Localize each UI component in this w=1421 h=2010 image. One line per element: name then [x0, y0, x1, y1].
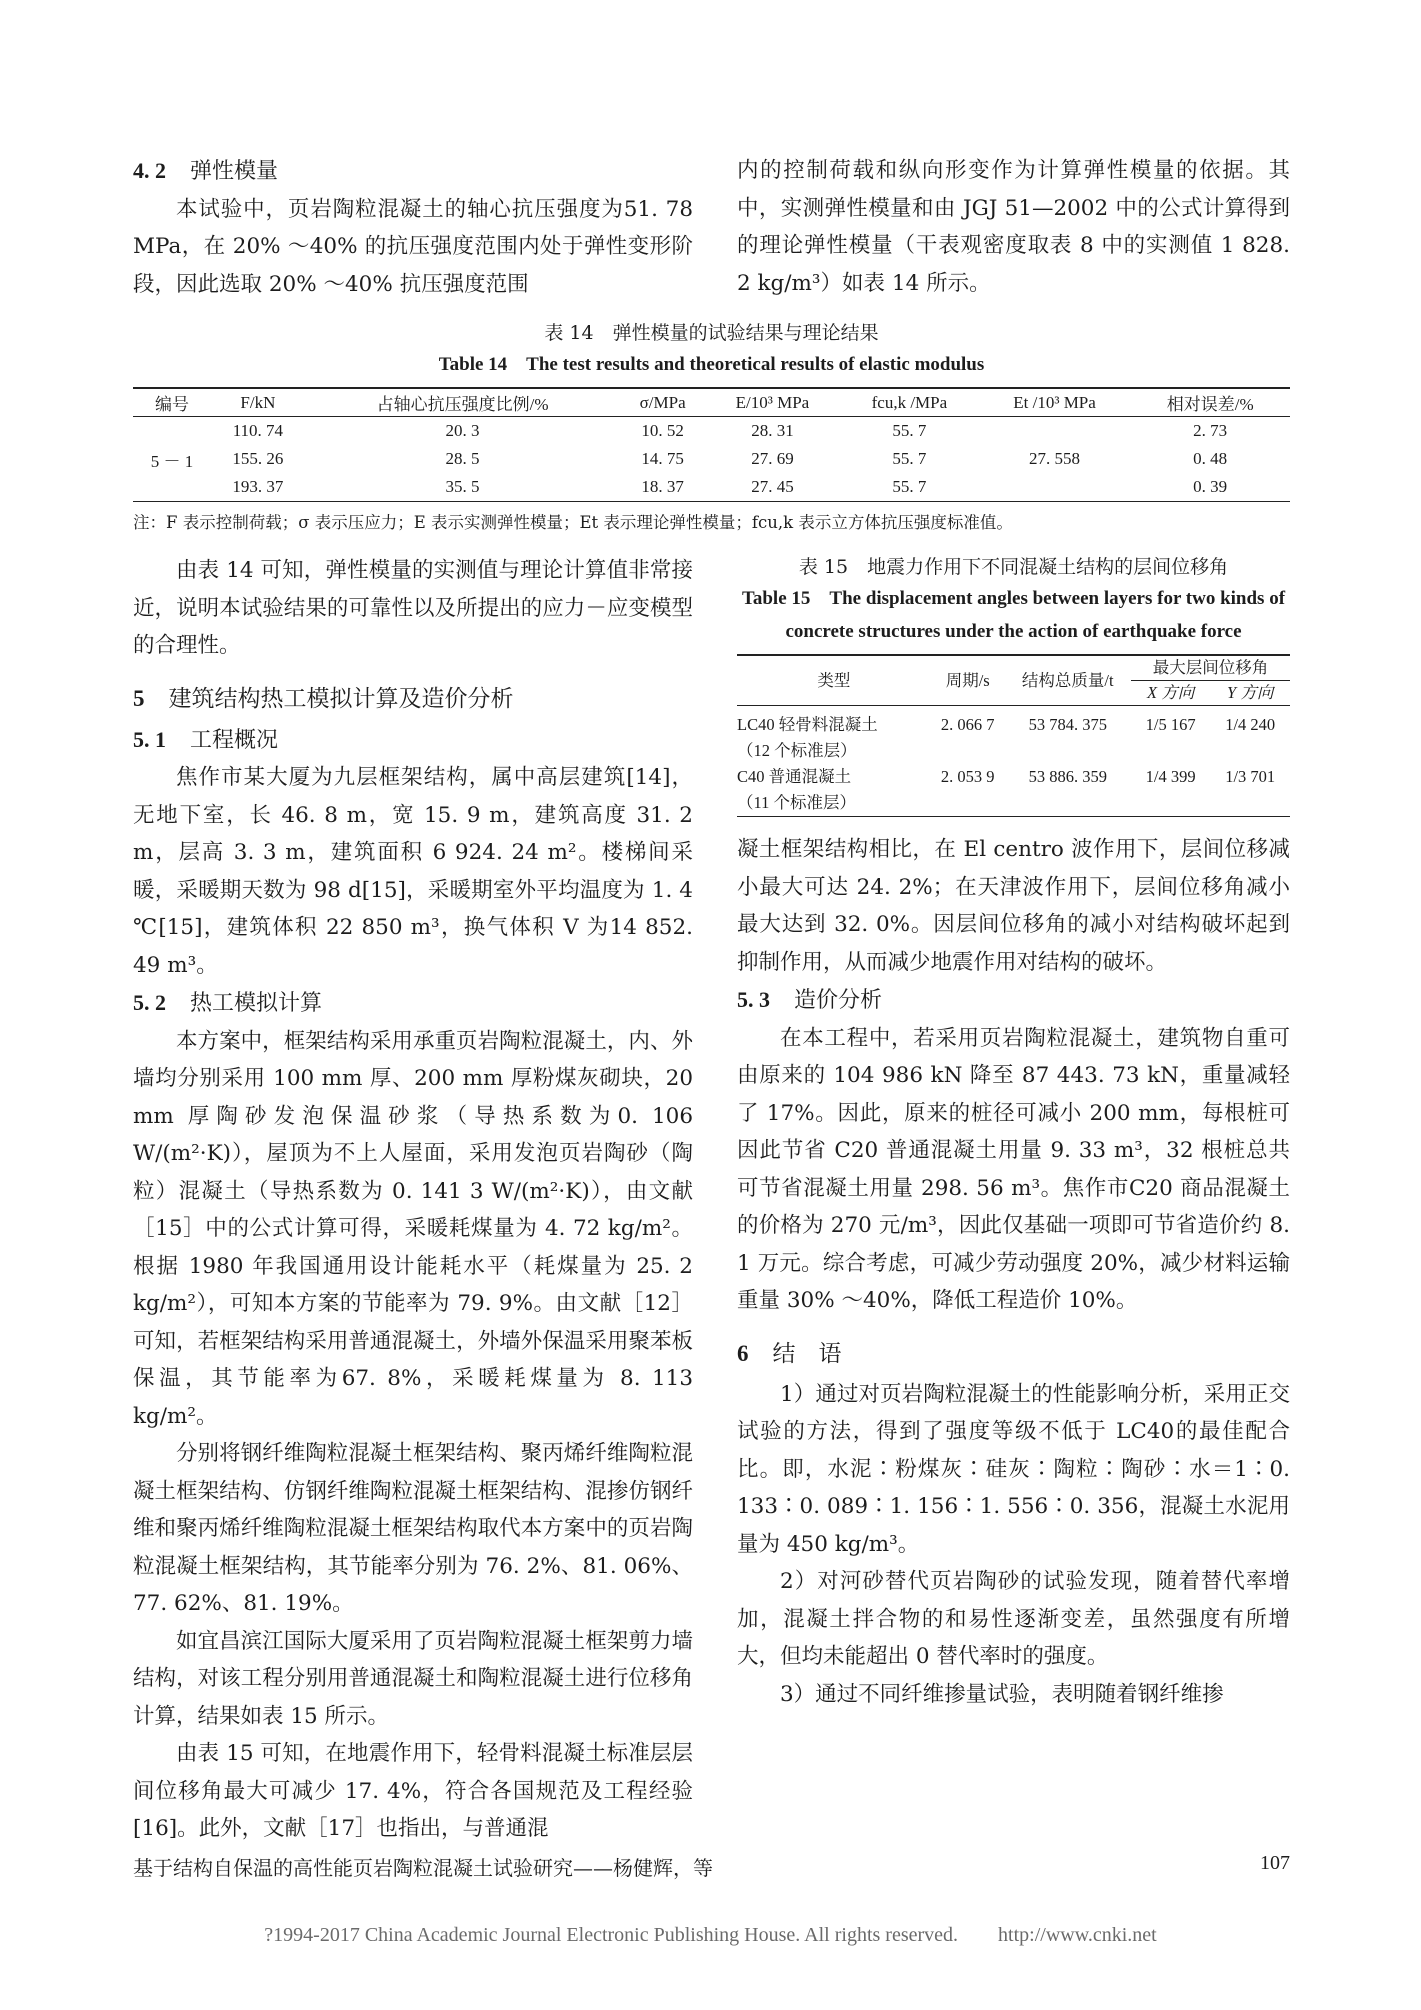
table-cell: 0. 48: [1193, 449, 1228, 468]
section-number: 5. 2: [133, 990, 166, 1015]
table-cell: 110. 74: [232, 421, 284, 440]
paragraph-5-2-a: 本方案中，框架结构采用承重页岩陶粒混凝土，内、外墙均分别采用 100 mm 厚、200 mm 厚粉煤灰砌块，20 mm 厚陶砂发泡保温砂浆（导热系数为0. 106 W/(m²·K)），屋顶为不上人屋面，采用发泡页岩陶砂（陶粒）混凝土（导热系数为 0. 141 3 W/(m²·K)），由文献［15］中的公式计算可得，采暖耗煤量为 4. 72 kg/m²。根据 1980 年我国通用设计能耗水平（耗煤量为 25. 2 kg/m²），可知本方案的节能率为 79. 9%。由文献［12］可知，若框架结构采用普通混凝土，外墙外保温采用聚苯板保温，其节能率为67. 8%，采暖耗煤量为 8. 113 kg/m²。: [133, 1028, 693, 1429]
column-header: 周期/s: [931, 655, 1005, 706]
lower-right-column: [737, 552, 1290, 1713]
table-14: [133, 387, 1290, 502]
table-cell: 28. 31: [751, 421, 794, 440]
section-number: 6: [737, 1340, 749, 1366]
table-cell: 193. 37: [232, 477, 284, 496]
specimen-id-cell: 5 － 1: [150, 451, 194, 471]
table-cell: 28. 5: [445, 449, 480, 468]
table-cell: 1/5 167: [1145, 715, 1196, 734]
paragraph-5-1: 焦作市某大厦为九层框架结构，属中高层建筑[14]，无地下室，长 46. 8 m，宽 15. 9 m，建筑高度 31. 2 m，层高 3. 3 m，建筑面积 6 924. 24 m²。楼梯间采暖，采暖期天数为 98 d[15]，采暖期室外平均温度为 1. 4 ℃[15]，建筑体积 22 850 m³，换气体积 V 为14 852. 49 m³。: [133, 765, 693, 978]
table-row: [133, 417, 1290, 446]
section-title: 结 语: [772, 1340, 842, 1367]
conclusion-1: 1）通过对页岩陶粒混凝土的性能影响分析，采用正交试验的方法，得到了强度等级不低于 LC40的最佳配合比。即，水泥∶粉煤灰∶硅灰∶陶粒∶陶砂∶水＝1∶0. 133∶0. 089∶1. 156∶1. 556∶0. 356，混凝土水泥用量为 450 kg/m³。: [737, 1381, 1290, 1557]
section-title: 建筑结构热工模拟计算及造价分析: [168, 685, 514, 712]
structure-floors: （12 个标准层）: [737, 741, 857, 760]
table-cell: 0. 39: [1193, 477, 1228, 496]
table-cell: 2. 066 7: [940, 715, 995, 734]
table-15-caption-en: Table 15 The displacement angles between layers for two kinds of concrete structures under the action of earthquake force: [741, 588, 1286, 642]
table-cell: 1/4 240: [1225, 715, 1276, 734]
column-header: 相对误差/%: [1130, 388, 1290, 417]
paragraph-5-2-continued: 凝土框架结构相比，在 El centro 波作用下，层间位移减小最大可达 24. 2%；在天津波作用下，层间位移角减小最大达到 32. 0%。因层间位移角的减小对结构破坏起到抑制作用，从而减少地震作用对结构的破坏。: [737, 837, 1290, 975]
table-15-caption-cn: 表 15 地震力作用下不同混凝土结构的层间位移角: [798, 556, 1229, 578]
section-5-3-heading: [737, 981, 1290, 1020]
section-5-2-heading: [133, 984, 693, 1023]
paragraph-5-2-b: 分别将钢纤维陶粒混凝土框架结构、聚丙烯纤维陶粒混凝土框架结构、仿钢纤维陶粒混凝土框架结构、混掺仿钢纤维和聚丙烯纤维陶粒混凝土框架结构取代本方案中的页岩陶粒混凝土框架结构，其节能率分别为 76. 2%、81. 06%、77. 62%、81. 19%。: [133, 1441, 693, 1616]
column-header: 结构总质量/t: [1005, 655, 1131, 706]
section-number: 4. 2: [133, 158, 166, 183]
structure-type: LC40 轻骨料混凝土: [737, 715, 878, 734]
column-header: 编号: [133, 388, 211, 417]
conclusion-3: 3）通过不同纤维掺量试验，表明随着钢纤维掺: [780, 1681, 1224, 1707]
table-cell: 27. 69: [751, 449, 794, 468]
paragraph-5-2-d: 由表 15 可知，在地震作用下，轻骨料混凝土标准层层间位移角最大可减少 17. 4%，符合各国规范及工程经验[16]。此外，文献［17］也指出，与普通混: [133, 1741, 693, 1841]
table-row: [737, 706, 1290, 765]
paragraph-4-2: 本试验中，页岩陶粒混凝土的轴心抗压强度为51. 78 MPa，在 20% ～40% 的抗压强度范围内处于弹性变形阶段，因此选取 20% ～40% 抗压强度范围: [133, 196, 693, 297]
column-header: Et /10³ MPa: [979, 388, 1131, 417]
table-cell: 55. 7: [892, 421, 927, 440]
conclusion-2: 2）对河砂替代页岩陶砂的试验发现，随着替代率增加，混凝土拌合物的和易性逐渐变差，虽然强度有所增大，但均未能超出 0 替代率时的强度。: [737, 1569, 1290, 1669]
table-header-row: [737, 655, 1290, 681]
page-number: 107: [1260, 1852, 1290, 1874]
upper-left-column: [133, 152, 693, 303]
table-row: [737, 764, 1290, 817]
column-header: X 方向: [1131, 681, 1211, 706]
section-title: 热工模拟计算: [190, 991, 323, 1016]
table-14-note: 注：F 表示控制荷载；σ 表示压应力；E 表示实测弹性模量；Et 表示理论弹性模量；fcu,k 表示立方体抗压强度标准值。: [133, 513, 1013, 532]
table-cell: 2. 73: [1193, 421, 1228, 440]
table-cell: 2. 053 9: [940, 767, 995, 786]
section-number: 5. 3: [737, 987, 770, 1012]
table-cell: 55. 7: [892, 449, 927, 468]
table-cell: 14. 75: [641, 449, 684, 468]
table-cell: 35. 5: [445, 477, 480, 496]
table-cell: 18. 37: [641, 477, 684, 496]
table-cell: 53 886. 359: [1028, 767, 1107, 786]
column-header: 类型: [737, 655, 931, 706]
table-cell: 1/4 399: [1145, 767, 1196, 786]
column-header: 最大层间位移角: [1131, 655, 1290, 681]
structure-type: C40 普通混凝土: [737, 767, 852, 786]
paragraph-5-3: 在本工程中，若采用页岩陶粒混凝土，建筑物自重可由原来的 104 986 kN 降至 87 443. 73 kN，重量减轻了 17%。因此，原来的桩径可减小 200 mm，每根桩可因此节省 C20 普通混凝土用量 9. 33 m³，32 根桩总共可节省混凝土用量 298. 56 m³。焦作市C20 商品混凝土的价格为 270 元/m³，因此仅基础一项即可节省造价约 8. 1 万元。综合考虑，可减少劳动强度 20%，减少材料运输重量 30% ～40%，降低工程造价 10%。: [737, 1025, 1290, 1313]
column-header: 占轴心抗压强度比例/%: [305, 388, 621, 417]
table-cell: 27. 45: [751, 477, 794, 496]
section-title: 造价分析: [794, 988, 883, 1013]
table-14-caption-en: Table 14 The test results and theoretical results of elastic modulus: [438, 354, 985, 375]
table-cell: 1/3 701: [1225, 767, 1276, 786]
column-header: fcu,k /MPa: [840, 388, 979, 417]
section-number: 5. 1: [133, 726, 166, 752]
table-cell: 53 784. 375: [1028, 715, 1107, 734]
lower-left-column: [133, 552, 693, 1848]
table-header-row: [133, 388, 1290, 417]
paragraph-4-2-continued: 内的控制荷载和纵向形变作为计算弹性模量的依据。其中，实测弹性模量和由 JGJ 51—2002 中的公式计算得到的理论弹性模量（干表观密度取表 8 中的实测值 1 828. 2 kg/m³）如表 14 所示。: [737, 158, 1290, 296]
upper-right-column: [737, 152, 1290, 302]
section-title: 工程概况: [190, 727, 279, 753]
table-14-caption-cn: 表 14 弹性模量的试验结果与理论结果: [544, 322, 879, 344]
paragraph-table14-conclusion: 由表 14 可知，弹性模量的实测值与理论计算值非常接近，说明本试验结果的可靠性以及所提出的应力－应变模型的合理性。: [133, 558, 693, 658]
table-cell: [737, 764, 931, 817]
table-cell: 55. 7: [892, 477, 927, 496]
running-title: 基于结构自保温的高性能页岩陶粒混凝土试验研究——杨健辉，等: [133, 1856, 713, 1880]
section-5-heading: [133, 679, 693, 719]
table-cell: [737, 706, 931, 765]
table-14-block: [133, 318, 1290, 538]
section-6-heading: [737, 1334, 1290, 1374]
section-title: 弹性模量: [190, 159, 279, 184]
column-header: F/kN: [211, 388, 305, 417]
theoretical-modulus-cell: 27. 558: [1029, 449, 1081, 468]
table-cell: 10. 52: [641, 421, 684, 440]
paragraph-5-2-c: 如宜昌滨江国际大厦采用了页岩陶粒混凝土框架剪力墙结构，对该工程分别用普通混凝土和陶粒混凝土进行位移角计算，结果如表 15 所示。: [133, 1628, 693, 1729]
section-5-1-heading: [133, 721, 693, 760]
column-header: σ/MPa: [620, 388, 705, 417]
section-4-2-heading: [133, 152, 693, 191]
structure-floors: （11 个标准层）: [737, 793, 857, 812]
table-cell: 20. 3: [445, 421, 480, 440]
column-header: E/10³ MPa: [705, 388, 840, 417]
table-cell: 155. 26: [232, 449, 284, 468]
section-number: 5: [133, 685, 145, 711]
copyright-line: ?1994-2017 China Academic Journal Electronic Publishing House. All rights reserved. http://www.cnki.net: [264, 1924, 1157, 1946]
column-header: Y 方向: [1210, 681, 1290, 706]
table-15: [737, 654, 1290, 817]
